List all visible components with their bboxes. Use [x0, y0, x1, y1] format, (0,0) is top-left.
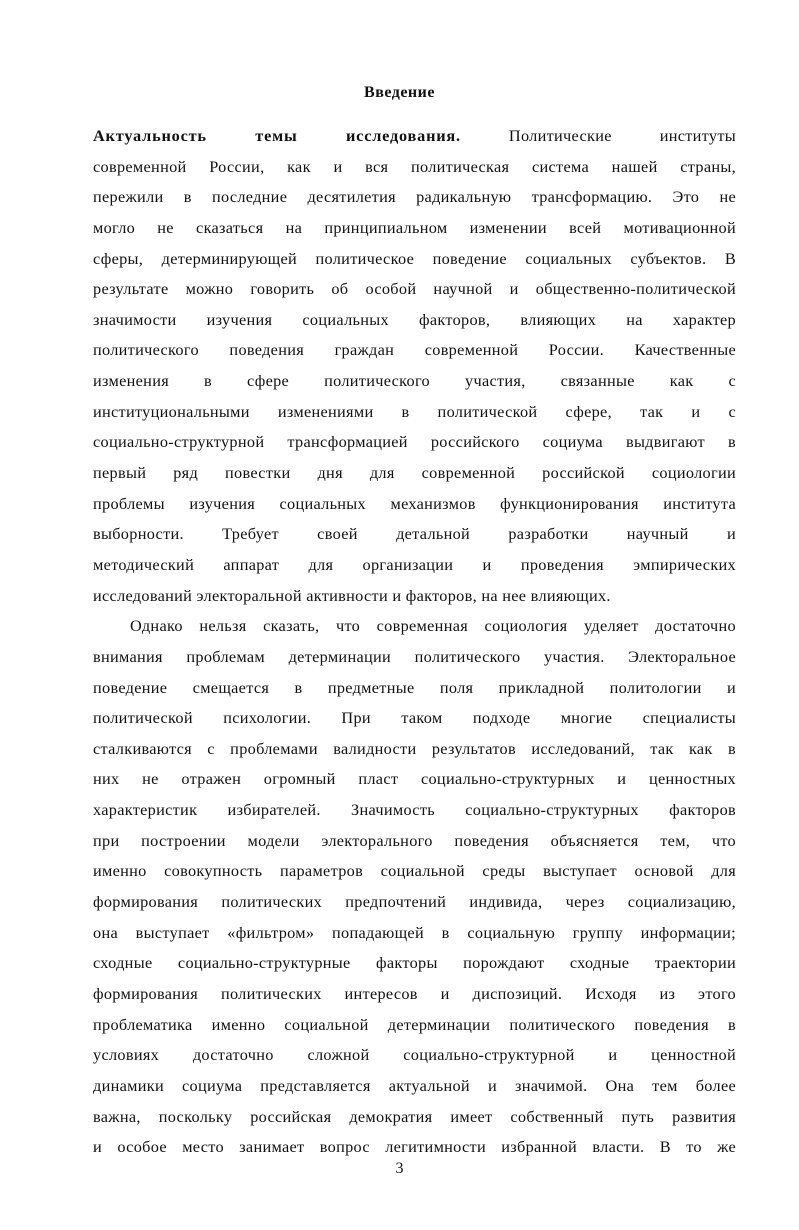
text-line: при построении модели электорального поведения объясняется тем, что [93, 830, 736, 850]
text-line: динамики социума представляется актуальной и значимой. Она тем более [93, 1075, 736, 1095]
text-line: современной России, как и вся политическая система нашей страны, [93, 156, 736, 176]
text-line: сталкиваются с проблемами валидности результатов исследований, так как в [93, 738, 736, 758]
text-line: характеристик избирателей. Значимость социально-структурных факторов [93, 800, 736, 820]
text-line: именно совокупность параметров социальной среды выступает основой для [93, 861, 736, 881]
section-heading: Введение [364, 84, 435, 101]
text-line: методический аппарат для организации и проведения эмпирических [93, 554, 736, 574]
text-line: пережили в последние десятилетия радикальную трансформацию. Это не [93, 187, 736, 207]
text-line: изменения в сфере политического участия, связанные как с [93, 371, 736, 391]
text-line: результате можно говорить об особой научной и общественно-политической [93, 279, 736, 299]
text-line: формирования политических интересов и диспозиций. Исходя из этого [93, 983, 736, 1003]
text-line: социально-структурной трансформацией российского социума выдвигают в [93, 432, 736, 452]
text-line: внимания проблемам детерминации политического участия. Электоральное [93, 646, 736, 666]
page-number: 3 [395, 1160, 404, 1177]
text-line: могло не сказаться на принципиальном изменении всей мотивационной [93, 217, 736, 237]
text-line: первый ряд повестки дня для современной российской социологии [93, 463, 736, 483]
text-line: институциональными изменениями в политической сфере, так и с [93, 401, 736, 421]
lead-phrase: Актуальность темы исследования. [93, 126, 461, 145]
text-line: выборности. Требует своей детальной разработки научный и [93, 524, 736, 544]
text-line: условиях достаточно сложной социально-структурной и ценностной [93, 1045, 736, 1065]
text-line: формирования политических предпочтений индивида, через социализацию, [93, 892, 736, 912]
text-line: сходные социально-структурные факторы порождают сходные траектории [93, 953, 736, 973]
text-line: и особое место занимает вопрос легитимности избранной власти. В то же [93, 1137, 736, 1157]
text-line: она выступает «фильтром» попадающей в социальную группу информации; [93, 922, 736, 942]
text-line: поведение смещается в предметные поля прикладной политологии и [93, 677, 736, 697]
text-line: Однако нельзя сказать, что современная социология уделяет достаточно [130, 616, 736, 636]
text-line: политического поведения граждан современной России. Качественные [93, 340, 736, 360]
text-line: проблемы изучения социальных механизмов функционирования института [93, 493, 736, 513]
body-text [93, 121, 736, 1163]
text-line: них не отражен огромный пласт социально-структурных и ценностных [93, 769, 736, 789]
text-line [93, 121, 736, 152]
text-line: важна, поскольку российская демократия имеет собственный путь развития [93, 1106, 736, 1126]
text-line: проблематика именно социальной детерминации политического поведения в [93, 1014, 736, 1034]
text-line: политической психологии. При таком подходе многие специалисты [93, 708, 736, 728]
text-line-content: Политические институты [508, 126, 736, 145]
text-line: значимости изучения социальных факторов, влияющих на характер [93, 309, 736, 329]
text-line: сферы, детерминирующей политическое поведение социальных субъектов. В [93, 248, 736, 268]
text-line: исследований электоральной активности и факторов, на нее влияющих. [93, 585, 611, 605]
